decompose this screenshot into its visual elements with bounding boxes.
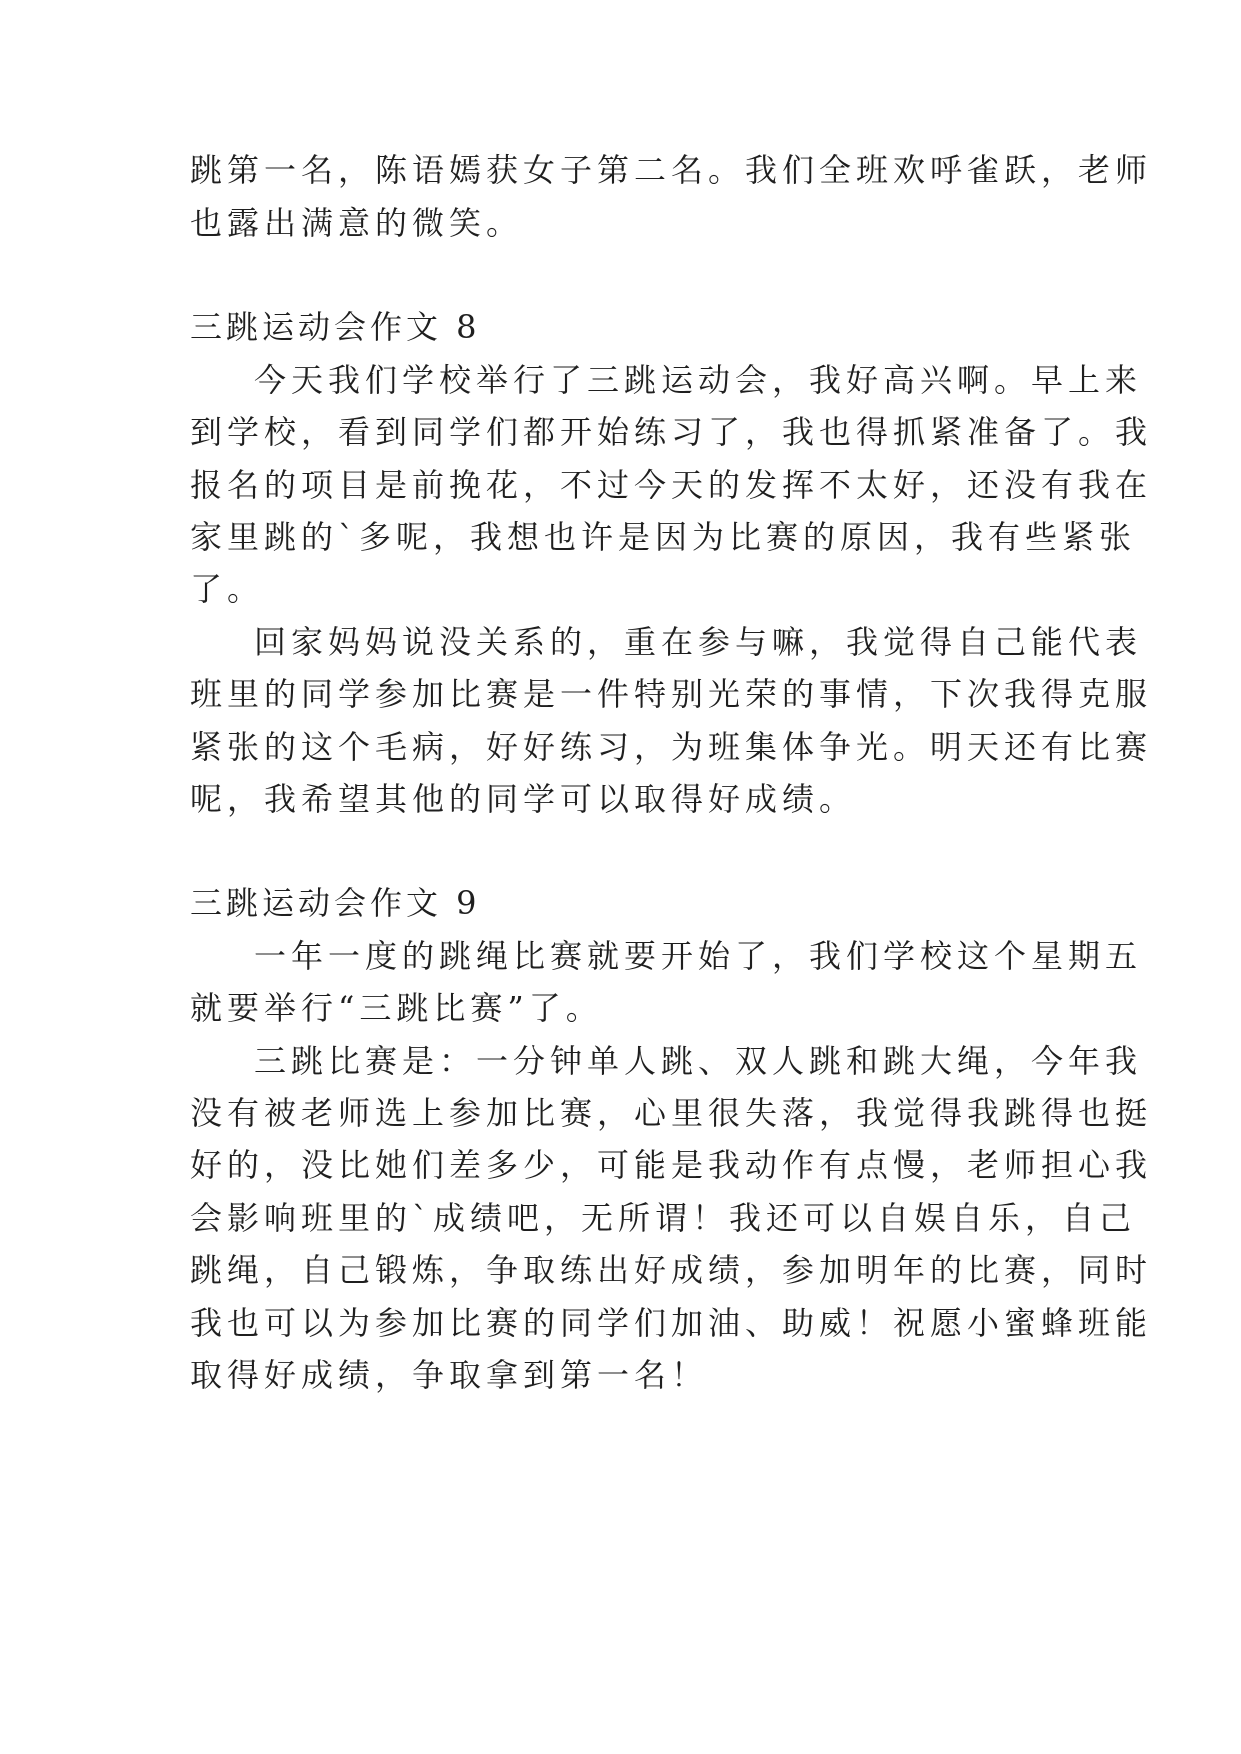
paragraph-line: 取得好成绩，争取拿到第一名！: [190, 1356, 709, 1394]
paragraph-line: 紧张的这个毛病，好好练习，为班集体争光。明天还有比赛: [190, 728, 1153, 766]
paragraph-line: 家里跳的`多呢，我想也许是因为比赛的原因，我有些紧张: [190, 518, 1137, 556]
paragraph-line: 三跳比赛是：一分钟单人跳、双人跳和跳大绳，今年我: [254, 1042, 1143, 1080]
paragraph-line: 没有被老师选上参加比赛，心里很失落，我觉得我跳得也挺: [190, 1094, 1153, 1132]
paragraph-line: 好的，没比她们差多少，可能是我动作有点慢，老师担心我: [190, 1146, 1153, 1184]
paragraph-line: 也露出满意的微笑。: [190, 204, 524, 242]
essay-heading: 三跳运动会作文 9: [190, 884, 481, 922]
paragraph-line: 回家妈妈说没关系的，重在参与嘛，我觉得自己能代表: [254, 623, 1143, 661]
paragraph-line: 就要举行“三跳比赛”了。: [190, 989, 603, 1027]
paragraph-line: 会影响班里的`成绩吧，无所谓！我还可以自娱自乐，自己: [190, 1199, 1137, 1237]
paragraph-line: 报名的项目是前挽花，不过今天的发挥不太好，还没有我在: [190, 466, 1153, 504]
paragraph-line: 一年一度的跳绳比赛就要开始了，我们学校这个星期五: [254, 937, 1143, 975]
paragraph-line: 我也可以为参加比赛的同学们加油、助威！祝愿小蜜蜂班能: [190, 1304, 1153, 1342]
paragraph-line: 班里的同学参加比赛是一件特别光荣的事情，下次我得克服: [190, 675, 1153, 713]
paragraph-line: 呢，我希望其他的同学可以取得好成绩。: [190, 780, 857, 818]
essay-heading: 三跳运动会作文 8: [190, 308, 481, 346]
paragraph-line: 跳第一名，陈语嫣获女子第二名。我们全班欢呼雀跃，老师: [190, 151, 1153, 189]
paragraph-line: 到学校，看到同学们都开始练习了，我也得抓紧准备了。我: [190, 413, 1153, 451]
paragraph-line: 跳绳，自己锻炼，争取练出好成绩，参加明年的比赛，同时: [190, 1251, 1153, 1289]
paragraph-line: 今天我们学校举行了三跳运动会，我好高兴啊。早上来: [254, 361, 1143, 399]
paragraph-line: 了。: [190, 570, 265, 608]
